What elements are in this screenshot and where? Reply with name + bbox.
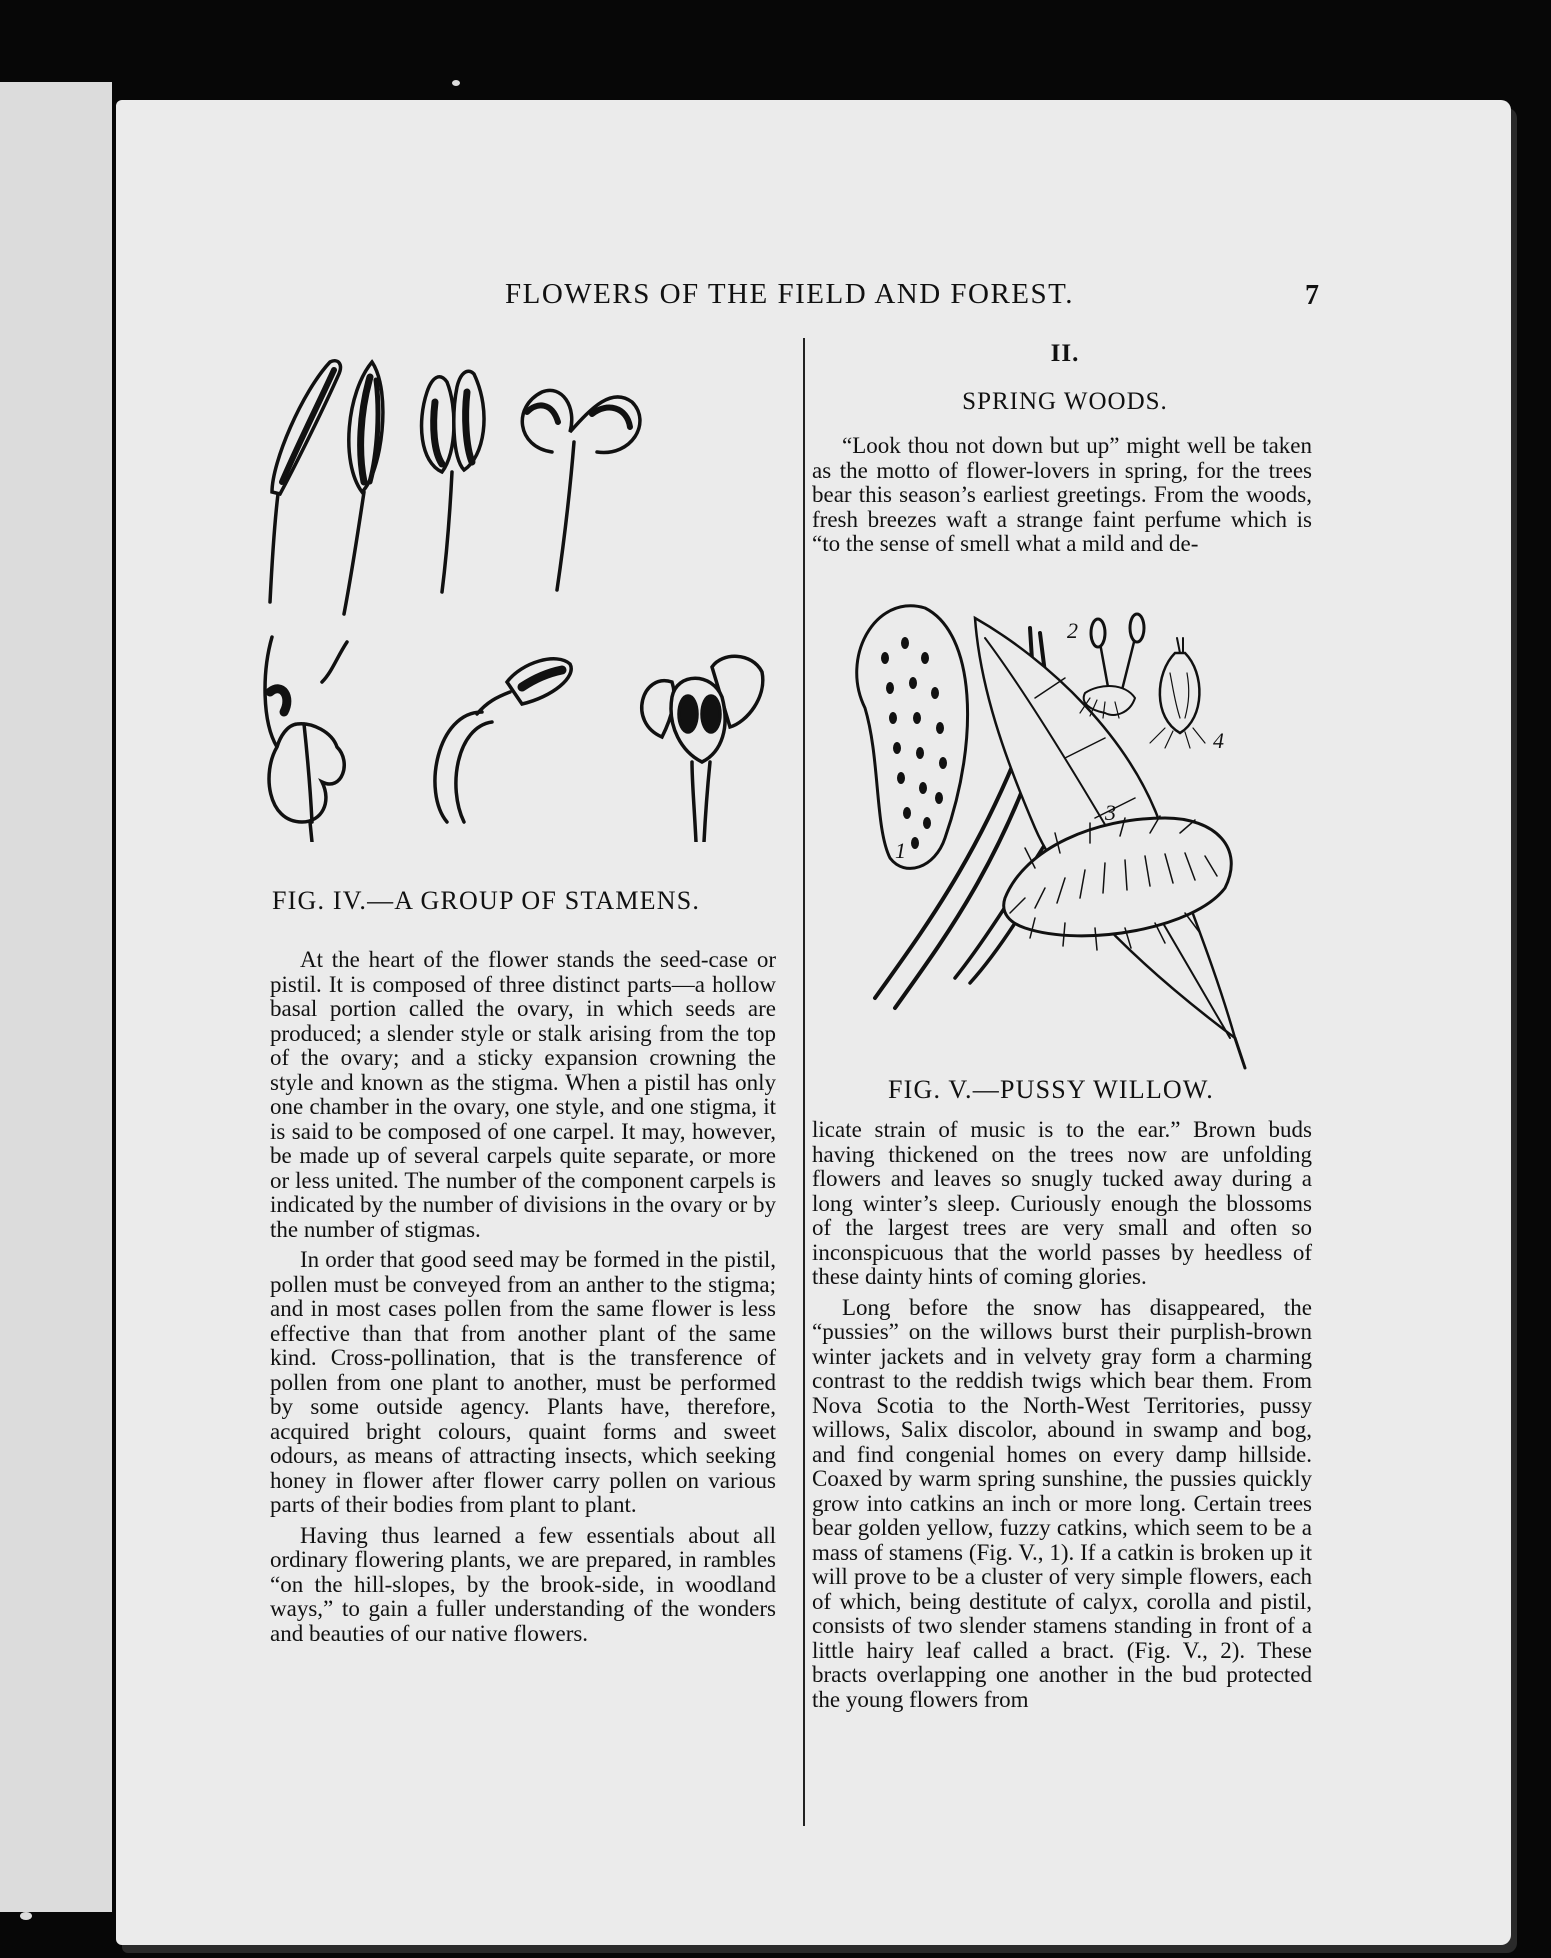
paragraph-intro: “Look thou not down but up” might well be taken as the motto of flower-lovers in spring, for the trees bear this season’s earliest greetings. From the woods, fresh breezes waft a strange faint perfume which is “to the sense of smell what a mild and de-: [812, 433, 1312, 556]
stamen-3: [422, 371, 484, 592]
flower-diagram-4: [1150, 638, 1205, 748]
running-title: FLOWERS OF THE FIELD AND FOREST.: [505, 278, 1074, 310]
adjacent-page-edge: [0, 82, 112, 1912]
paragraph-strain: licate strain of music is to the ear.” Brown buds having thickened on the trees now are unfolding flowers and leaves so snugly tucked away during a long winter’s sleep. Curiously enough the blossoms of the largest trees are very small and often so inconspicuous that the world passes by heedless of these dainty hints of coming glories.: [812, 1117, 1312, 1289]
figure-v-caption: FIG. V.—PUSSY WILLOW.: [888, 1075, 1214, 1104]
figure-label-1: 1: [895, 838, 906, 863]
paragraph-pistil: At the heart of the flower stands the seed-case or pistil. It is composed of three distinct parts—a hollow basal portion called the ovary, in which seeds are produced; a slender style or stalk arising from the top of the ovary; and a sticky expansion crowning the style and known as the stigma. When a pistil has only one chamber in the ovary, one style, and one stigma, it is said to be composed of one carpel. It may, however, be made up of several carpels quite separate, or more or less united. The number of the component carpels is indicated by the number of divisions in the ovary or by the number of stigmas.: [270, 947, 776, 1242]
right-column-text: [812, 1118, 1312, 1718]
page-number: 7: [1305, 280, 1319, 311]
flower-diagram-2: [1080, 614, 1144, 718]
stamens-illustration: [252, 352, 772, 842]
figure-label-4: 4: [1213, 728, 1224, 753]
column-divider: [803, 338, 805, 1826]
pussy-willow-illustration: [835, 598, 1315, 1088]
paragraph-essentials: Having thus learned a few essentials about all ordinary flowering plants, we are prepared, in rambles “on the hill-slopes, by the brook-side, in woodland ways,” to gain a fuller understanding of the wonders and beauties of our native flowers.: [270, 1522, 776, 1646]
left-column-text: [270, 948, 776, 1652]
paragraph-pussies: Long before the snow has disappeared, the “pussies” on the willows burst their purplish-brown winter jackets and in velvety gray form a charming contrast to the reddish twigs which bear them. From Nova Scotia to the North-West Territories, pussy willows, Salix discolor, abound in swamp and bog, and find congenial homes on every damp hillside. Coaxed by warm spring sunshine, the pussies quickly grow into catkins an inch or more long. Certain trees bear golden yellow, fuzzy catkins, which seem to be a mass of stamens (Fig. V., 1). If a catkin is broken up it will prove to be a cluster of very simple flowers, each of which, being destitute of calyx, corolla and pistil, consists of two slender stamens standing in front of a little hairy leaf called a bract. (Fig. V., 2). These bracts overlapping one another in the bud protected the young flowers from: [812, 1294, 1312, 1712]
scan-speck: [452, 80, 460, 86]
stamen-1: [270, 361, 340, 602]
stamen-6: [435, 659, 571, 822]
section-title: SPRING WOODS.: [962, 388, 1168, 415]
stamen-4: [522, 390, 640, 590]
figure-label-3: 3: [1105, 800, 1116, 825]
section-number: II.: [1050, 340, 1080, 367]
scan-speck: [20, 1912, 32, 1920]
stamen-7: [642, 656, 763, 842]
figure-iv-caption: FIG. IV.—A GROUP OF STAMENS.: [272, 886, 701, 915]
figure-label-2: 2: [1067, 618, 1078, 643]
stamen-5: [265, 637, 347, 842]
right-column-intro: [812, 434, 1312, 563]
stamen-2: [344, 362, 383, 614]
paragraph-pollination: In order that good seed may be formed in the pistil, pollen must be conveyed from an anther to the stigma; and in most cases pollen from the same flower is less effective than that from another plant of the same kind. Cross-pollination, that is the transference of pollen from one plant to another, must be performed by some outside agency. Plants have, therefore, acquired bright colours, quaint forms and sweet odours, as means of attracting insects, which seeking honey in flower after flower carry pollen on various parts of their bodies from plant to plant.: [270, 1247, 776, 1517]
